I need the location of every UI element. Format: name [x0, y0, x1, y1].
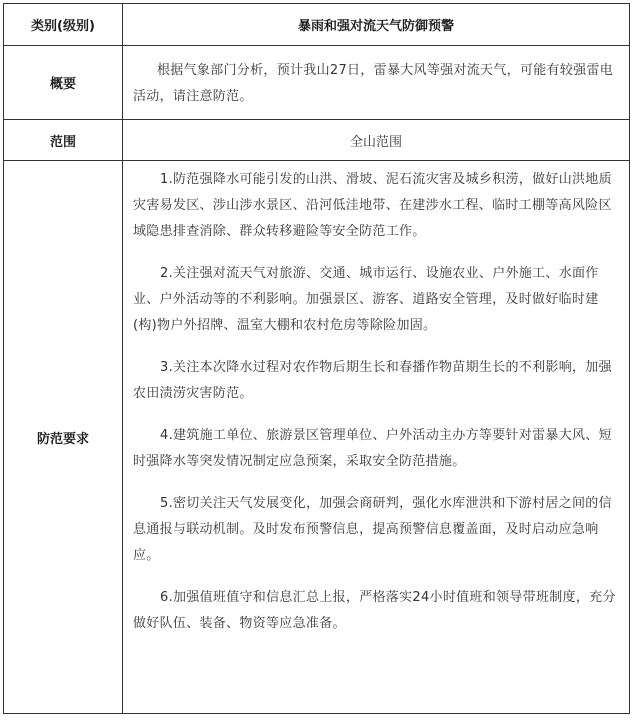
- requirement-item: 1.防范强降水可能引发的山洪、滑坡、泥石流灾害及城乡积涝，做好山洪地质灾害易发区、涉山涉水景区、沿河低洼地带、在建涉水工程、临时工棚等高风险区域隐患排查消除、群众转移避险等安全防范工作。: [133, 172, 612, 239]
- requirement-item: 2.关注强对流天气对旅游、交通、城市运行、设施农业、户外施工、水面作业、户外活动等的不利影响。加强景区、游客、道路安全管理，及时做好临时建(构)物户外招牌、温室大棚和农村危房等除险加固。: [133, 266, 599, 333]
- overview-cell: [123, 46, 630, 120]
- overview-label: 概要: [4, 46, 123, 120]
- requirements-list: [123, 161, 629, 641]
- scope-text: 全山范围: [123, 120, 630, 161]
- warning-title: 暴雨和强对流天气防御预警: [123, 4, 630, 46]
- requirement-item: 6.加强值班值守和信息汇总上报，严格落实24小时值班和领导带班制度，充分做好队伍、装备、物资等应急准备。: [133, 590, 616, 631]
- requirements-row: [4, 161, 630, 714]
- scope-label: 范围: [4, 120, 123, 161]
- requirements-cell: [123, 161, 630, 714]
- warning-table: [3, 3, 630, 714]
- requirement-item: 4.建筑施工单位、旅游景区管理单位、户外活动主办方等要针对雷暴大风、短时强降水等突发情况制定应急预案，采取安全防范措施。: [133, 428, 612, 469]
- requirement-item: 5.密切关注天气发展变化，加强会商研判，强化水库泄洪和下游村居之间的信息通报与联动机制。及时发布预警信息，提高预警信息覆盖面，及时启动应急响应。: [133, 496, 612, 563]
- overview-row: [4, 46, 630, 120]
- scope-row: [4, 120, 630, 161]
- requirement-item: 3.关注本次降水过程对农作物后期生长和春播作物苗期生长的不利影响，加强农田渍涝灾害防范。: [133, 360, 612, 401]
- overview-text: 根据气象部门分析，预计我山27日，雷暴大风等强对流天气，可能有较强雷电活动，请注意防范。: [133, 62, 614, 104]
- header-row: [4, 4, 630, 46]
- requirements-label: 防范要求: [4, 161, 123, 714]
- category-header: 类别(级别): [4, 4, 123, 46]
